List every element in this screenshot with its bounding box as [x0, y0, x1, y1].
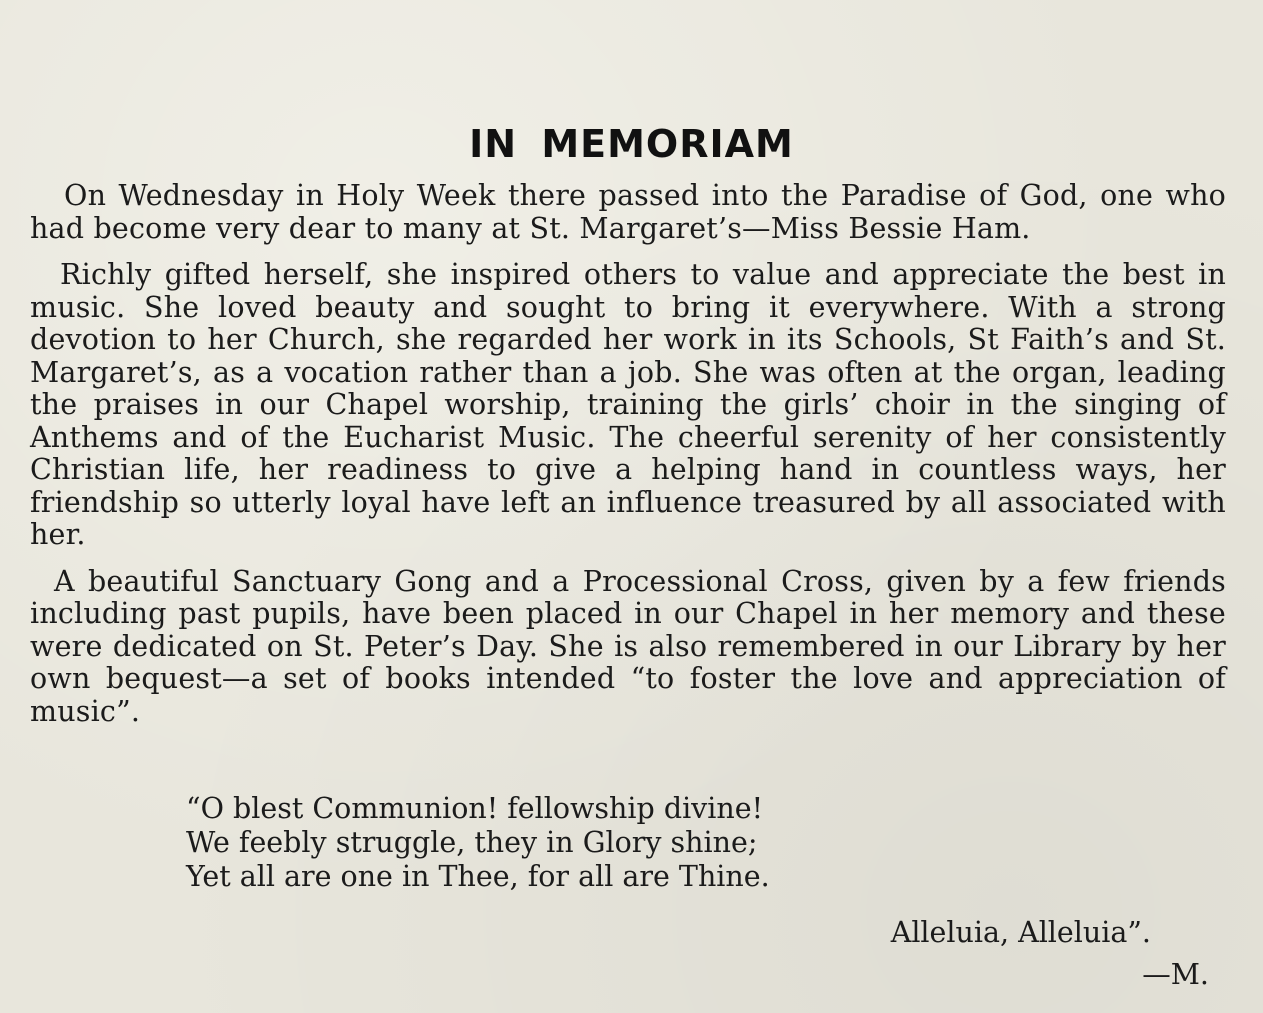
article-title: IN MEMORIAM [469, 122, 794, 166]
verse-line-2: We feebly struggle, they in Glory shine; [186, 826, 758, 859]
hymn-verse [186, 792, 770, 894]
closing-line: Alleluia, Alleluia”. [890, 916, 1151, 949]
verse-line-3: Yet all are one in Thee, for all are Thine. [186, 860, 770, 893]
verse-line-1: “O blest Communion! fellowship divine! [186, 792, 764, 825]
paragraph-2: Richly gifted herself, she inspired others to value and appreciate the best in music. She loved beauty and sought to bring it everywhere. With a strong devotion to her Church, she regarded her work in its Schools, St Faith’s and St. Margaret’s, as a vocation rather than a job. She was often at the organ, leading the praises in our Chapel worship, training the girls’ choir in the singing of Anthems and of the Eucharist Music. The cheerful serenity of her consistently Christian life, her readiness to give a helping hand in countless ways, her friendship so utterly loyal have left an influence treasured by all associated with her. [30, 258, 1226, 551]
paragraph-3: A beautiful Sanctuary Gong and a Processional Cross, given by a few friends including past pupils, have been placed in our Chapel in her memory and these were dedicated on St. Peter’s Day. She is also remembered in our Library by her own bequest—a set of books intended “to foster the love and appreciation of music”. [30, 564, 1226, 728]
paragraph-1: On Wednesday in Holy Week there passed into the Paradise of God, one who had become very dear to many at St. Margaret’s—Miss Bessie Ham. [30, 179, 1226, 245]
article-body [30, 180, 1226, 742]
author-signature: —M. [1142, 958, 1209, 991]
